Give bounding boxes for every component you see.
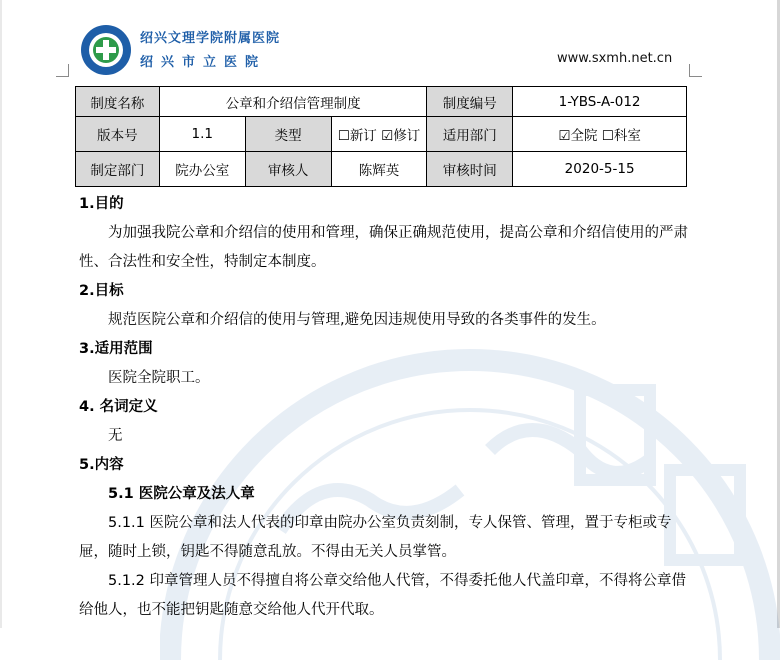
label-policy-name: 制度名称 <box>76 87 160 117</box>
policy-number: 1-YBS-A-012 <box>513 87 687 117</box>
option-revise-label: 修订 <box>393 128 421 144</box>
version-value: 1.1 <box>159 117 245 152</box>
checkbox-all-checked-icon: ☑ <box>558 128 571 144</box>
clause-5-1-1: 5.1.1 医院公章和法人代表的印章由院办公室负责刻制，专人保管、管理，置于专柜或专屉，随时上锁，钥匙不得随意乱放。不得由无关人员掌管。 <box>79 515 672 560</box>
clause-5-1-2: 5.1.2 印章管理人员不得擅自将公章交给他人代管，不得委托他人代盖印章，不得将公章借给他人，也不能把钥匙随意交给他人代开代取。 <box>79 573 686 618</box>
option-new-label: 新订 <box>349 128 377 144</box>
reviewer-value: 陈辉英 <box>331 152 427 187</box>
section-title-goal: 2.目标 <box>79 283 124 299</box>
website-url: www.sxmh.net.cn <box>557 51 673 66</box>
dept-value: 院办公室 <box>159 152 245 187</box>
subsection-title-seals: 5.1 医院公章及法人章 <box>108 486 255 502</box>
type-options <box>331 117 427 152</box>
checkbox-new-unchecked-icon: ☐ <box>337 128 350 144</box>
policy-name: 公章和介绍信管理制度 <box>159 87 427 117</box>
section-title-purpose: 1.目的 <box>79 196 124 212</box>
checkbox-revise-checked-icon: ☑ <box>381 128 394 144</box>
hospital-logo <box>80 24 132 76</box>
hospital-name: 绍兴文理学院附属医院 <box>140 31 281 46</box>
section-text-purpose: 为加强我院公章和介绍信的使用和管理，确保正确规范使用，提高公章和介绍信使用的严肃性、合法性和安全性，特制定本制度。 <box>79 225 688 270</box>
table-row <box>76 152 687 187</box>
policy-body <box>79 190 693 625</box>
label-type: 类型 <box>245 117 331 152</box>
label-review-date: 审核时间 <box>427 152 513 187</box>
crop-mark-left <box>56 64 69 77</box>
section-text-goal: 规范医院公章和介绍信的使用与管理,避免因违规使用导致的各类事件的发生。 <box>108 312 606 328</box>
label-policy-number: 制度编号 <box>427 87 513 117</box>
hospital-sub-name: 绍兴市立医院 <box>140 55 267 70</box>
label-dept: 制定部门 <box>76 152 160 187</box>
section-text-definitions: 无 <box>108 428 123 444</box>
crop-mark-right <box>689 64 702 77</box>
policy-meta-table <box>75 86 687 187</box>
label-applicable-dept: 适用部门 <box>427 117 513 152</box>
section-title-scope: 3.适用范围 <box>79 341 153 357</box>
section-text-scope: 医院全院职工。 <box>108 370 210 386</box>
table-row <box>76 87 687 117</box>
option-dept-label: 科室 <box>613 128 641 144</box>
option-all-label: 全院 <box>570 128 598 144</box>
section-title-definitions: 4. 名词定义 <box>79 399 158 415</box>
table-row <box>76 117 687 152</box>
section-title-content: 5.内容 <box>79 457 124 473</box>
label-version: 版本号 <box>76 117 160 152</box>
dept-options <box>513 117 687 152</box>
page-edge-left <box>0 0 2 628</box>
label-reviewer: 审核人 <box>245 152 331 187</box>
review-date-value: 2020-5-15 <box>513 152 687 187</box>
checkbox-dept-unchecked-icon: ☐ <box>601 128 614 144</box>
